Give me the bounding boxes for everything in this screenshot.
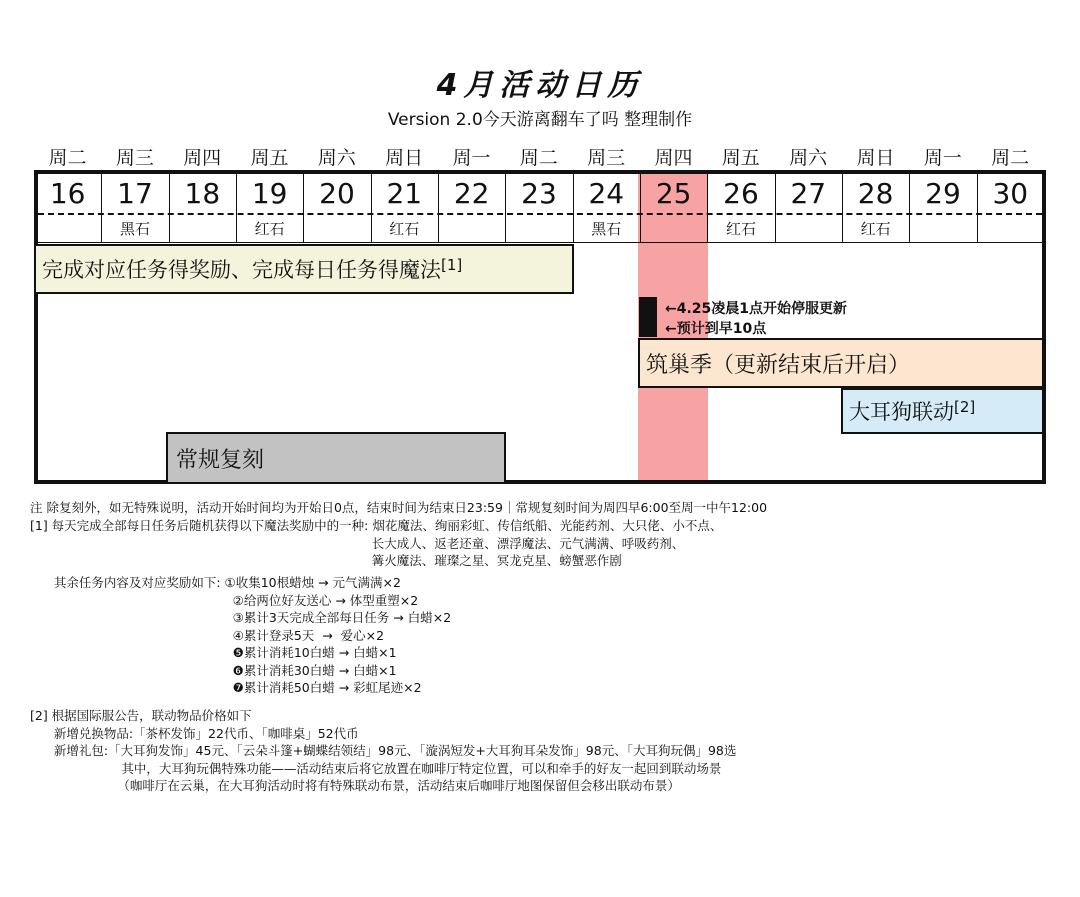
grid-line (236, 174, 237, 242)
date-cell[interactable]: 23 (521, 177, 557, 210)
weekday-header: 周六 (317, 147, 356, 169)
grid-line (101, 174, 102, 242)
note-1 (30, 517, 722, 570)
date-cell[interactable]: 25 (655, 177, 692, 210)
stone-label (303, 217, 370, 241)
grid-line (505, 174, 506, 242)
note-2-line: [2] 根据国际服公告，联动物品价格如下 (30, 708, 252, 723)
note-tasks-line: ❼累计消耗50白蜡 → 彩虹尾迹×2 (30, 680, 422, 695)
grid-line (640, 174, 641, 242)
grid-line (977, 174, 978, 242)
grid-line (303, 174, 304, 242)
note-tasks-line: ❻累计消耗30白蜡 → 白蜡×1 (30, 662, 397, 678)
grid-line (573, 174, 574, 242)
grid-line (909, 174, 910, 242)
stone-label (977, 217, 1044, 241)
date-cell[interactable]: 28 (857, 177, 894, 210)
stone-label (640, 217, 707, 241)
grid-line (371, 174, 372, 242)
note-tasks-line: ④累计登录5天 → 爱心×2 (30, 627, 385, 643)
weekday-header: 周日 (385, 147, 424, 169)
grid-line (775, 174, 776, 242)
date-cell[interactable]: 17 (117, 177, 153, 210)
stone-label: 红石 (860, 220, 891, 238)
event-bar-nest-season[interactable] (638, 338, 1042, 388)
note-2-line: 新增礼包:「大耳狗发饰」45元、「云朵斗篷+蝴蝶结领结」98元、「漩涡短发+大耳狗耳朵发饰」98元、「大耳狗玩偶」98选 (30, 743, 737, 758)
grid-line (707, 174, 708, 242)
weekday-header: 周四 (183, 147, 222, 169)
stone-label (169, 217, 236, 241)
weekday-header: 周四 (654, 147, 693, 169)
weekday-header: 周一 (923, 147, 962, 169)
date-dash-divider (38, 213, 1042, 215)
stone-label (909, 217, 976, 241)
stone-label: 红石 (389, 220, 420, 238)
weekday-header: 周一 (452, 147, 491, 169)
date-cell[interactable]: 22 (453, 177, 490, 210)
grid-line (842, 174, 843, 242)
weekday-header: 周五 (250, 147, 289, 169)
note-1-line: 篝火魔法、璀璨之星、冥龙克星、螃蟹恶作剧 (30, 553, 622, 568)
weekday-header: 周五 (721, 147, 760, 169)
note-general: 注 除复刻外，如无特殊说明，活动开始时间均为开始日0点，结束时间为结束日23:59｜常规复刻时间为周四早6:00至周一中午12:00 (30, 500, 768, 515)
weekday-header: 周日 (856, 147, 895, 169)
weekday-header: 周二 (991, 147, 1030, 169)
note-2-line: 其中，大耳狗玩偶特殊功能——活动结束后将它放置在咖啡厅特定位置，可以和牵手的好友一起回到联动场景 (30, 760, 722, 776)
date-cell[interactable]: 19 (251, 177, 288, 210)
note-tasks-line: 其余任务内容及对应奖励如下: ①收集10根蜡烛 → 元气满满×2 (30, 575, 401, 590)
date-cell[interactable]: 26 (723, 177, 759, 210)
event-tasks-label: 完成对应任务得奖励、完成每日任务得魔法 (42, 258, 441, 282)
note-tasks (30, 574, 451, 697)
stone-label: 黑石 (119, 220, 150, 238)
maintenance-line-2: ←预计到早10点 (665, 321, 767, 337)
note-2-line: （咖啡厅在云巢，在大耳狗活动时将有特殊联动布景，活动结束后咖啡厅地图保留但会移出联动布景） (30, 778, 680, 793)
event-dog-label: 大耳狗联动 (849, 400, 954, 424)
date-cell[interactable]: 18 (184, 177, 221, 210)
date-cell[interactable]: 20 (319, 177, 355, 210)
date-cell[interactable]: 27 (790, 177, 827, 210)
grid-line (438, 174, 439, 242)
stone-label (505, 217, 572, 241)
note-tasks-line: ❺累计消耗10白蜡 → 白蜡×1 (30, 645, 397, 660)
event-bar-tasks[interactable] (34, 244, 574, 294)
event-dog-ref: [2] (954, 398, 976, 416)
stone-row-divider (38, 242, 1042, 243)
weekday-header: 周二 (48, 147, 87, 169)
stone-label (438, 217, 505, 241)
event-nest-label: 筑巢季（更新结束后开启） (646, 352, 911, 378)
maintenance-line-1: ←4.25凌晨1点开始停服更新 (665, 301, 848, 317)
note-2-line: 新增兑换物品:「茶杯发饰」22代币、「咖啡桌」52代币 (30, 725, 359, 741)
date-cell[interactable]: 30 (992, 177, 1029, 210)
note-tasks-line: ③累计3天完成全部每日任务 → 白蜡×2 (30, 610, 452, 625)
stone-label: 红石 (254, 220, 285, 238)
stone-label: 红石 (725, 220, 756, 238)
stone-label (775, 217, 842, 241)
stone-label (34, 217, 101, 241)
event-bar-regular-rerun[interactable] (166, 432, 506, 482)
event-bar-dog-collab[interactable] (841, 388, 1042, 434)
weekday-header: 周二 (519, 147, 558, 169)
event-tasks-ref: [1] (441, 256, 463, 274)
grid-line (169, 174, 170, 242)
date-cell[interactable]: 29 (925, 177, 961, 210)
note-tasks-line: ②给两位好友送心 → 体型重塑×2 (30, 592, 419, 608)
maintenance-marker (639, 297, 657, 337)
weekday-header: 周六 (789, 147, 828, 169)
stone-label: 黑石 (591, 220, 622, 238)
date-cell[interactable]: 16 (49, 177, 86, 210)
event-rerun-label: 常规复刻 (176, 447, 265, 473)
page-subtitle: Version 2.0今天游离翻车了吗 整理制作 (387, 110, 693, 130)
note-2 (30, 707, 736, 795)
note-1-line: 长大成人、返老还童、漂浮魔法、元气满满、呼吸药剂、 (30, 535, 685, 551)
page-title: 4月活动日历 (436, 68, 644, 103)
date-cell[interactable]: 21 (386, 177, 423, 210)
weekday-header: 周三 (587, 147, 626, 169)
date-cell[interactable]: 24 (588, 177, 625, 210)
weekday-header: 周三 (115, 147, 154, 169)
note-1-line: [1] 每天完成全部每日任务后随机获得以下魔法奖励中的一种: 烟花魔法、绚丽彩虹、传信纸船、光能药剂、大只佬、小不点、 (30, 518, 723, 533)
